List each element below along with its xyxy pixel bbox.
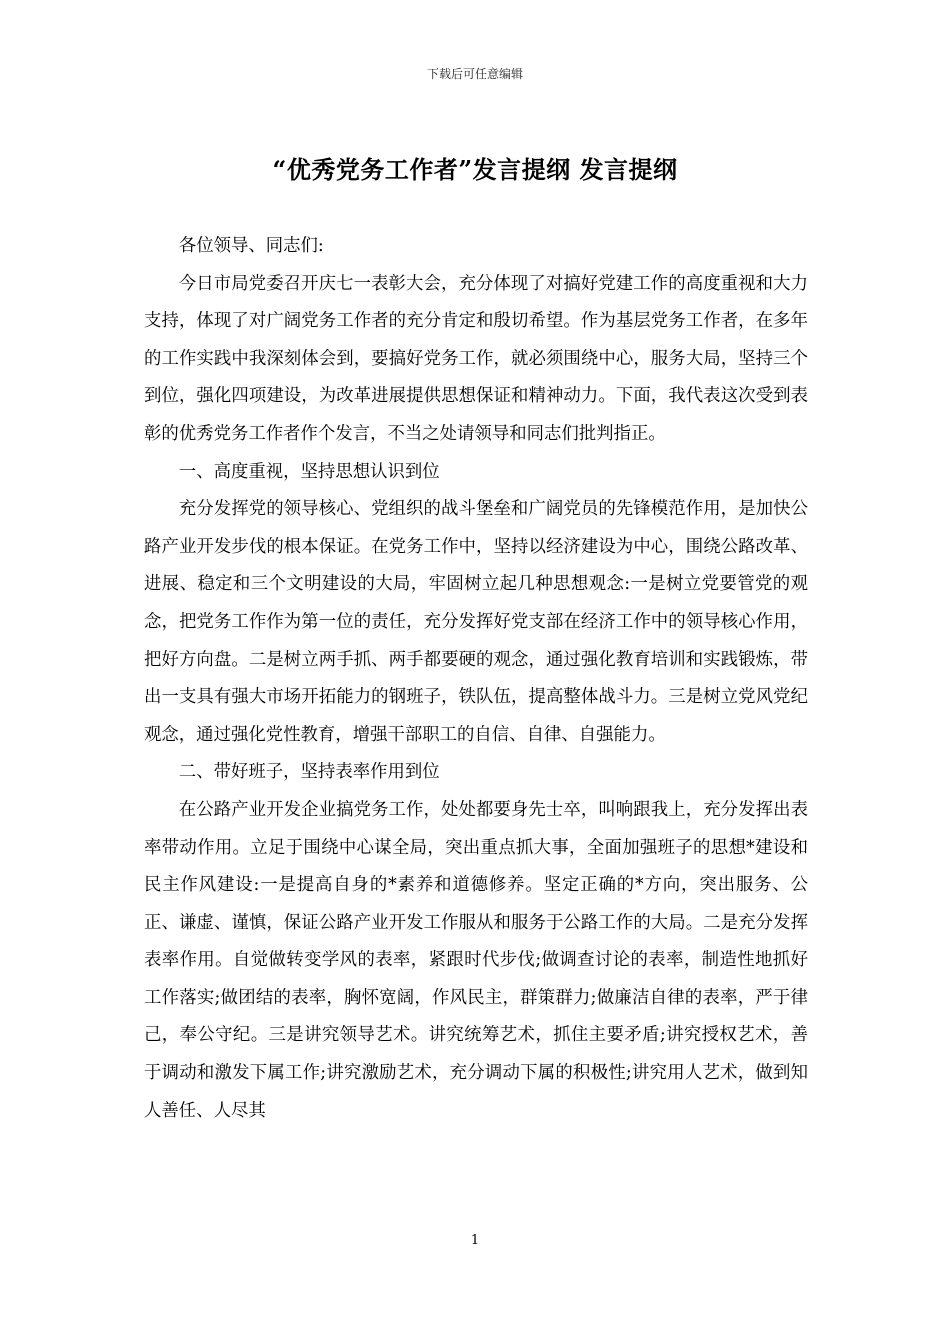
- salutation-paragraph: 各位领导、同志们:: [178, 236, 324, 256]
- section-1-paragraph: 充分发挥党的领导核心、党组织的战斗堡垒和广阔党员的先锋模范作用，是加快公路产业开发步伐的根本保证。在党务工作中，坚持以经济建设为中心，围绕公路改革、进展、稳定和三个文明建设的大局，牢固树立起几种思想观念:一是树立党要管党的观念，把党务工作作为第一位的责任，充分发挥好党支部在经济工作中的领导核心作用，把好方向盘。二是树立两手抓、两手都要硬的观念，通过强化教育培训和实践锻炼，带出一支具有强大市场开拓能力的钢班子，铁队伍，提高整体战斗力。三是树立党风党纪观念，通过强化党性教育，增强干部职工的自信、自律、自强能力。: [144, 499, 808, 745]
- header-note: 下载后可任意编辑: [426, 67, 523, 81]
- section-2-paragraph: 在公路产业开发企业搞党务工作，处处都要身先士卒，叫响跟我上，充分发挥出表率带动作用。立足于围绕中心谋全局，突出重点抓大事，全面加强班子的思想*建设和民主作风建设:一是提高自身的*素养和道德修养。坚定正确的*方向，突出服务、公正、谦虚、谨慎，保证公路产业开发工作服从和服务于公路工作的大局。二是充分发挥表率作用。自觉做转变学风的表率，紧跟时代步伐;做调查讨论的表率，制造性地抓好工作落实;做团结的表率，胸怀宽阔，作风民主，群策群力;做廉洁自律的表率，严于律己，奉公守纪。三是讲究领导艺术。讲究统筹艺术，抓住主要矛盾;讲究授权艺术，善于调动和激发下属工作;讲究激励艺术，充分调动下属的积极性;讲究用人艺术，做到知人善任、人尽其: [144, 799, 808, 1121]
- intro-paragraph: 今日市局党委召开庆七一表彰大会，充分体现了对搞好党建工作的高度重视和大力支持，体现了对广阔党务工作者的充分肯定和殷切希望。作为基层党务工作者，在多年的工作实践中我深刻体会到，要搞好党务工作，就必须围绕中心，服务大局，坚持三个到位，强化四项建设，为改革进展提供思想保证和精神动力。下面，我代表这次受到表彰的优秀党务工作者作个发言，不当之处请领导和同志们批判指正。: [144, 273, 808, 444]
- page-number: 1: [470, 1233, 480, 1248]
- page-title: “优秀党务工作者”发言提纲 发言提纲: [272, 155, 678, 184]
- section-heading-1: 一、高度重视，坚持思想认识到位: [178, 461, 440, 482]
- document-body: [144, 228, 808, 1130]
- section-heading-2: 二、带好班子，坚持表率作用到位: [178, 762, 440, 783]
